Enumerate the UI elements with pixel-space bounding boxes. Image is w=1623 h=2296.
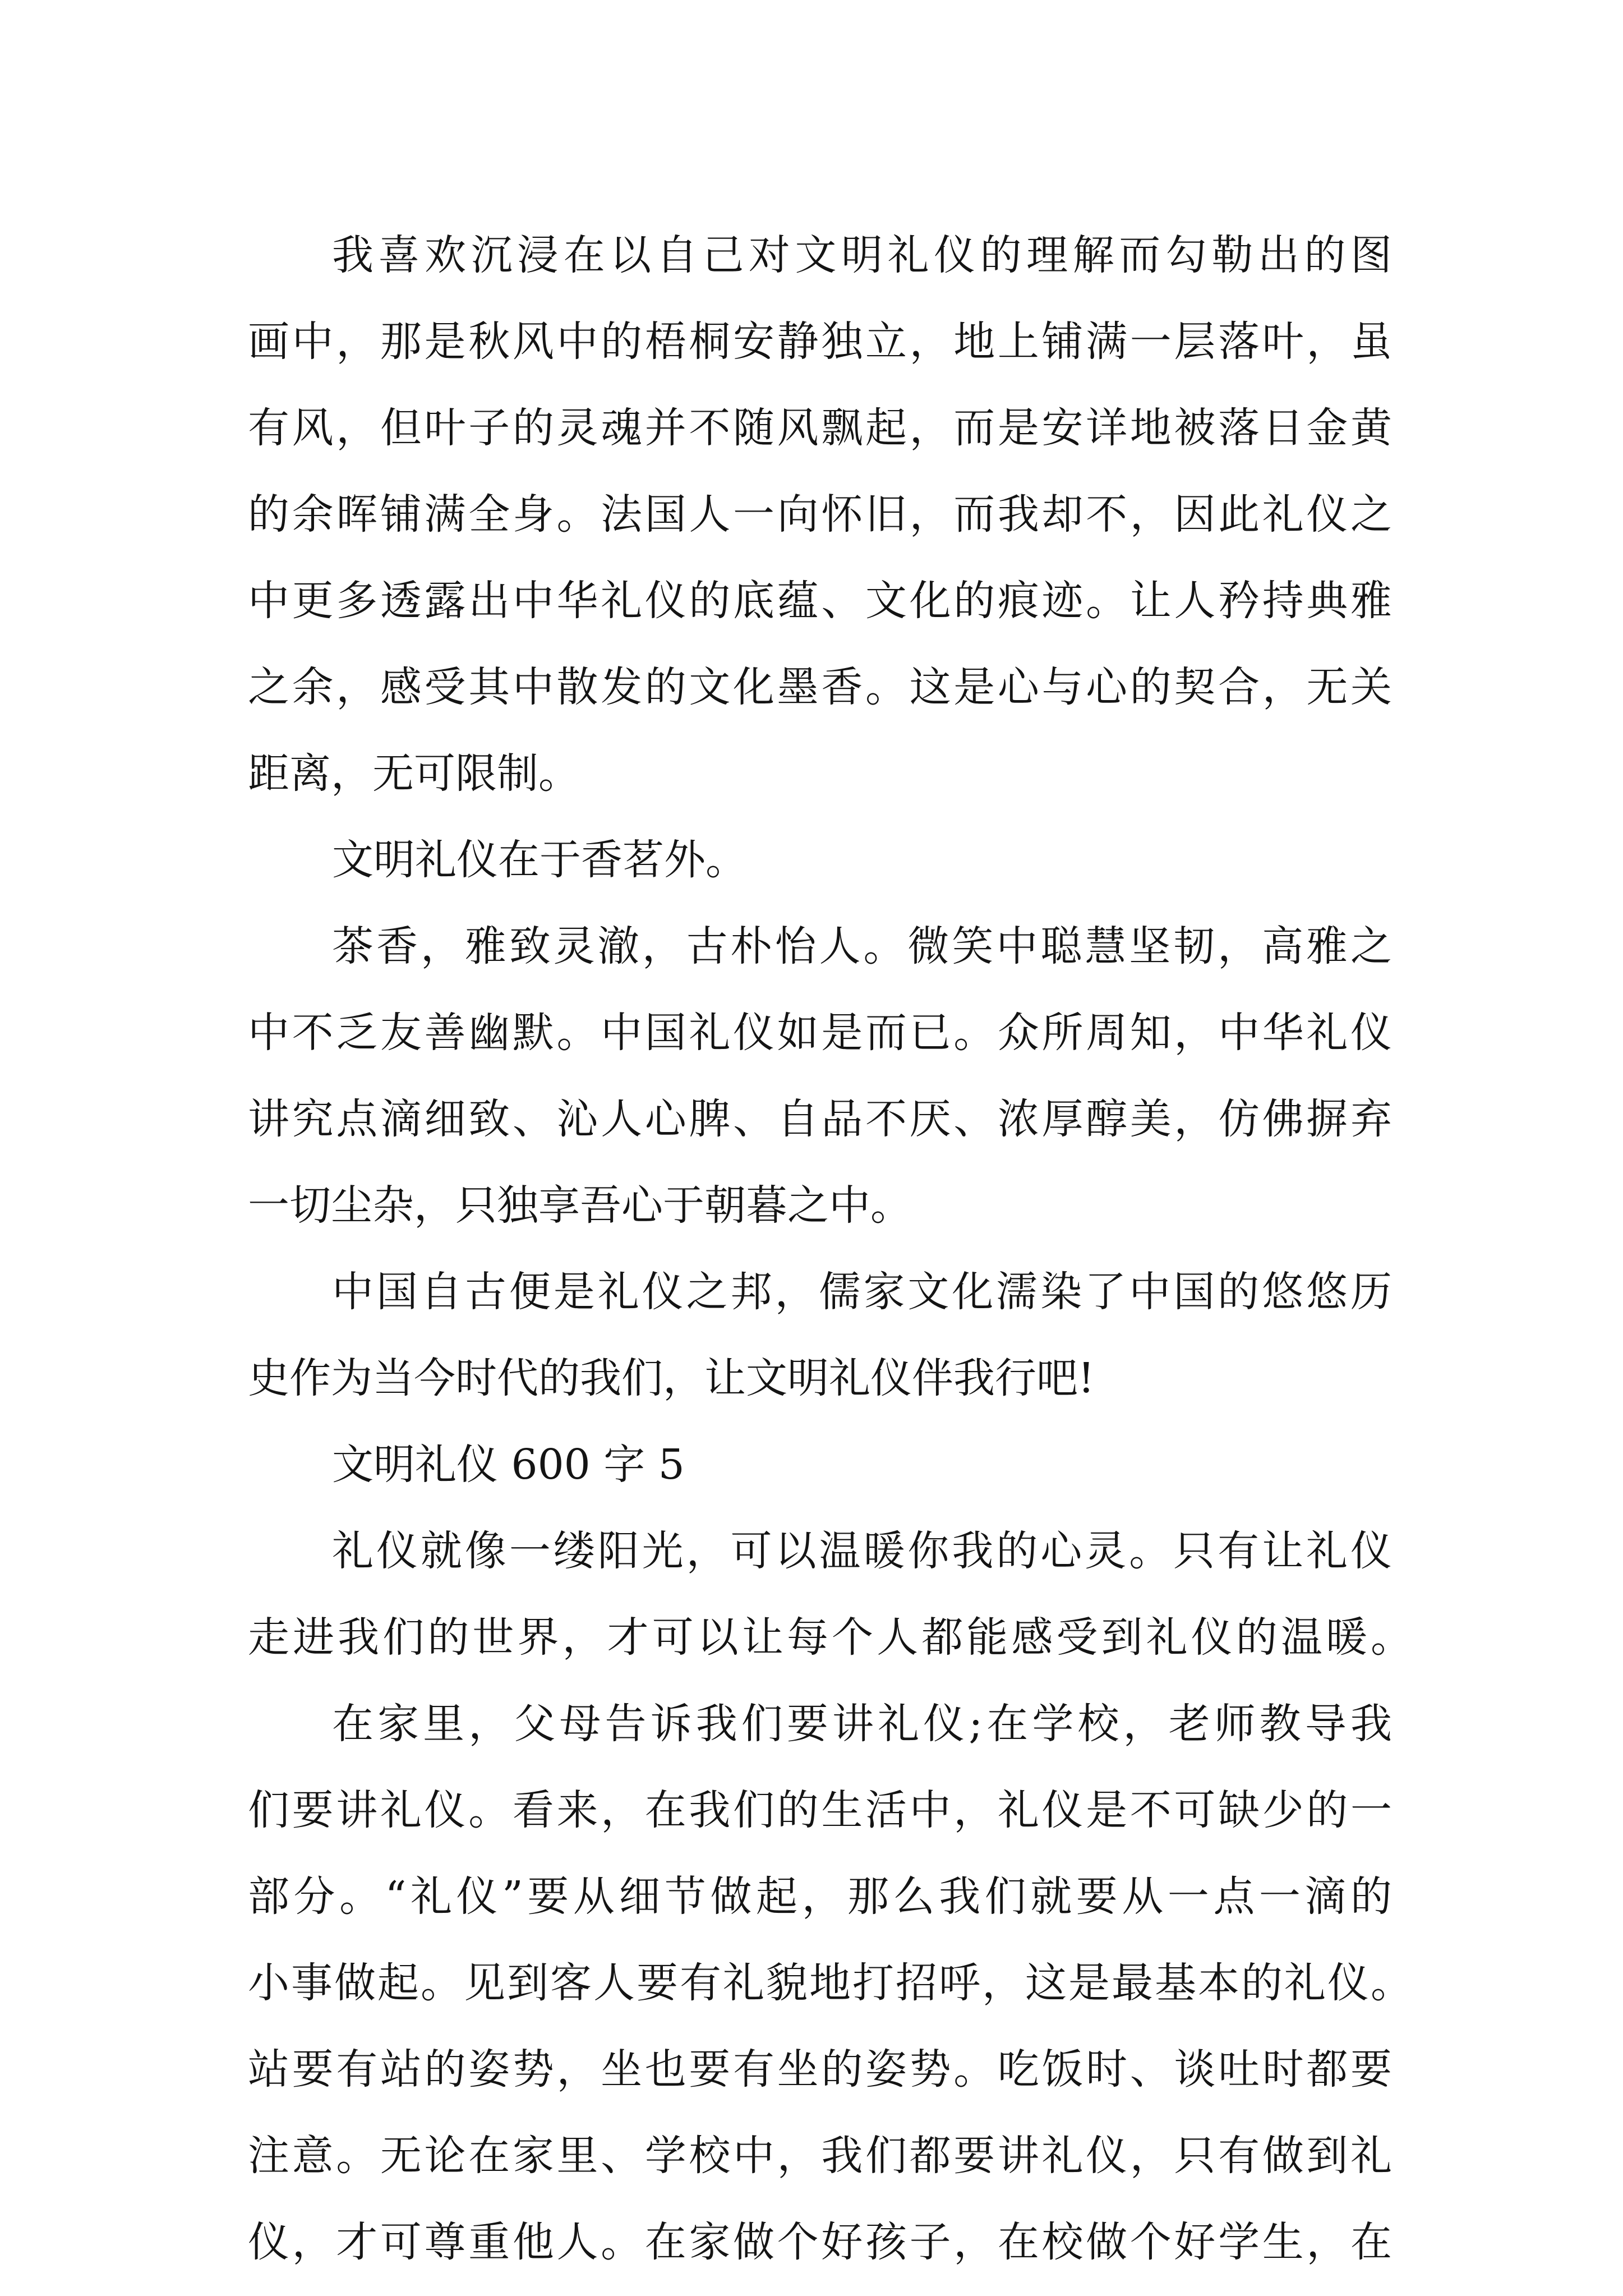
paragraph-line: 有风，但叶子的灵魂并不随风飘起，而是安详地被落日金黄 — [248, 404, 1392, 452]
section-heading: 文明礼仪 600 字 5 — [332, 1441, 685, 1489]
paragraph-line: 部分。“礼仪”要从细节做起，那么我们就要从一点一滴的 — [248, 1872, 1392, 1921]
paragraph-line: 距离，无可限制。 — [248, 749, 580, 798]
paragraph-line: 画中，那是秋风中的梧桐安静独立，地上铺满一层落叶，虽 — [248, 318, 1392, 366]
paragraph-line: 文明礼仪在于香茗外。 — [332, 836, 747, 884]
paragraph-line: 站要有站的姿势，坐也要有坐的姿势。吃饭时、谈吐时都要 — [248, 2045, 1392, 2093]
paragraph-line: 小事做起。见到客人要有礼貌地打招呼，这是最基本的礼仪。 — [248, 1959, 1412, 2007]
paragraph-line: 们要讲礼仪。看来，在我们的生活中，礼仪是不可缺少的一 — [248, 1786, 1392, 1834]
paragraph-line: 中国自古便是礼仪之邦，儒家文化濡染了中国的悠悠历 — [332, 1268, 1392, 1316]
paragraph-line: 史作为当今时代的我们，让文明礼仪伴我行吧! — [248, 1354, 1095, 1402]
paragraph-line: 中不乏友善幽默。中国礼仪如是而已。众所周知，中华礼仪 — [248, 1009, 1392, 1057]
paragraph-line: 讲究点滴细致、沁人心脾、自品不厌、浓厚醇美，仿佛摒弃 — [248, 1095, 1392, 1143]
body-text — [248, 212, 1412, 2285]
paragraph-line: 茶香，雅致灵澈，古朴怡人。微笑中聪慧坚韧，高雅之 — [332, 922, 1392, 970]
paragraph-line: 注意。无论在家里、学校中，我们都要讲礼仪，只有做到礼 — [248, 2132, 1392, 2180]
paragraph-line: 中更多透露出中华礼仪的底蕴、文化的痕迹。让人矜持典雅 — [248, 577, 1392, 625]
paragraph-line: 一切尘杂，只独享吾心于朝暮之中。 — [248, 1181, 912, 1230]
paragraph-line: 走进我们的世界，才可以让每个人都能感受到礼仪的温暖。 — [248, 1613, 1412, 1662]
paragraph-line: 的余晖铺满全身。法国人一向怀旧，而我却不，因此礼仪之 — [248, 490, 1392, 539]
paragraph-line: 在家里，父母告诉我们要讲礼仪;在学校，老师教导我 — [332, 1700, 1392, 1748]
paragraph-line: 我喜欢沉浸在以自己对文明礼仪的理解而勾勒出的图 — [332, 231, 1392, 279]
paragraph-line: 仪，才可尊重他人。在家做个好孩子，在校做个好学生，在 — [248, 2218, 1392, 2266]
paragraph-line: 之余，感受其中散发的文化墨香。这是心与心的契合，无关 — [248, 663, 1392, 711]
paragraph-line: 礼仪就像一缕阳光，可以温暖你我的心灵。只有让礼仪 — [332, 1527, 1392, 1575]
